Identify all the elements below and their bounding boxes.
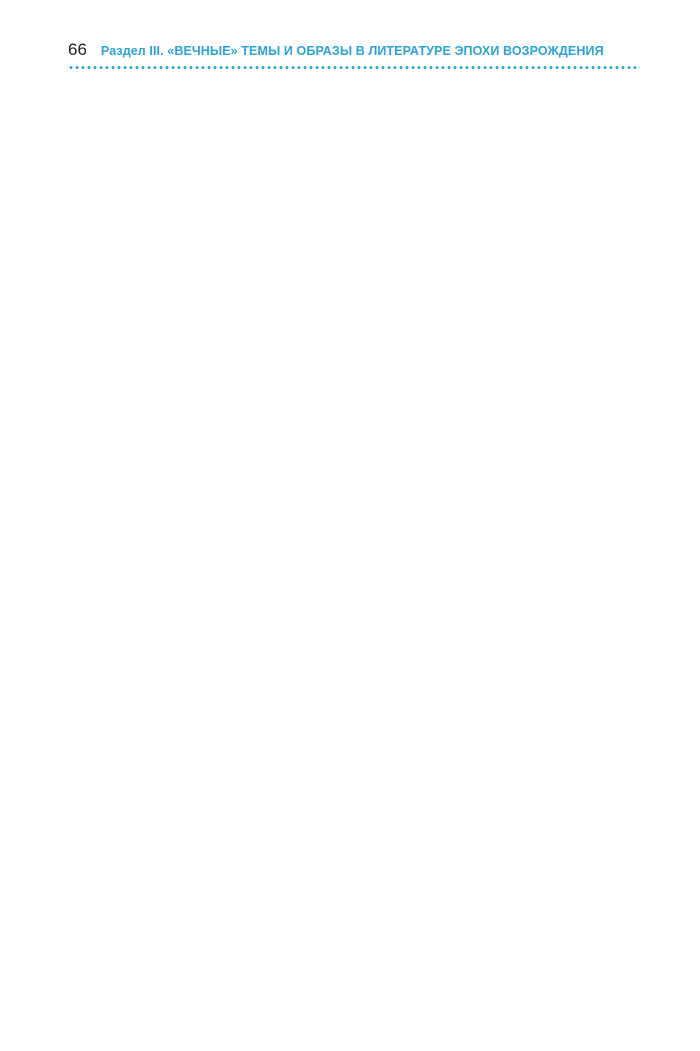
running-head xyxy=(68,40,640,60)
section-title: Раздел III. «ВЕЧНЫЕ» ТЕМЫ И ОБРАЗЫ В ЛИТЕРАТУРЕ ЭПОХИ ВОЗРОЖДЕНИЯ xyxy=(100,44,604,58)
page-number: 66 xyxy=(68,40,87,59)
ornament-rule xyxy=(68,64,640,71)
